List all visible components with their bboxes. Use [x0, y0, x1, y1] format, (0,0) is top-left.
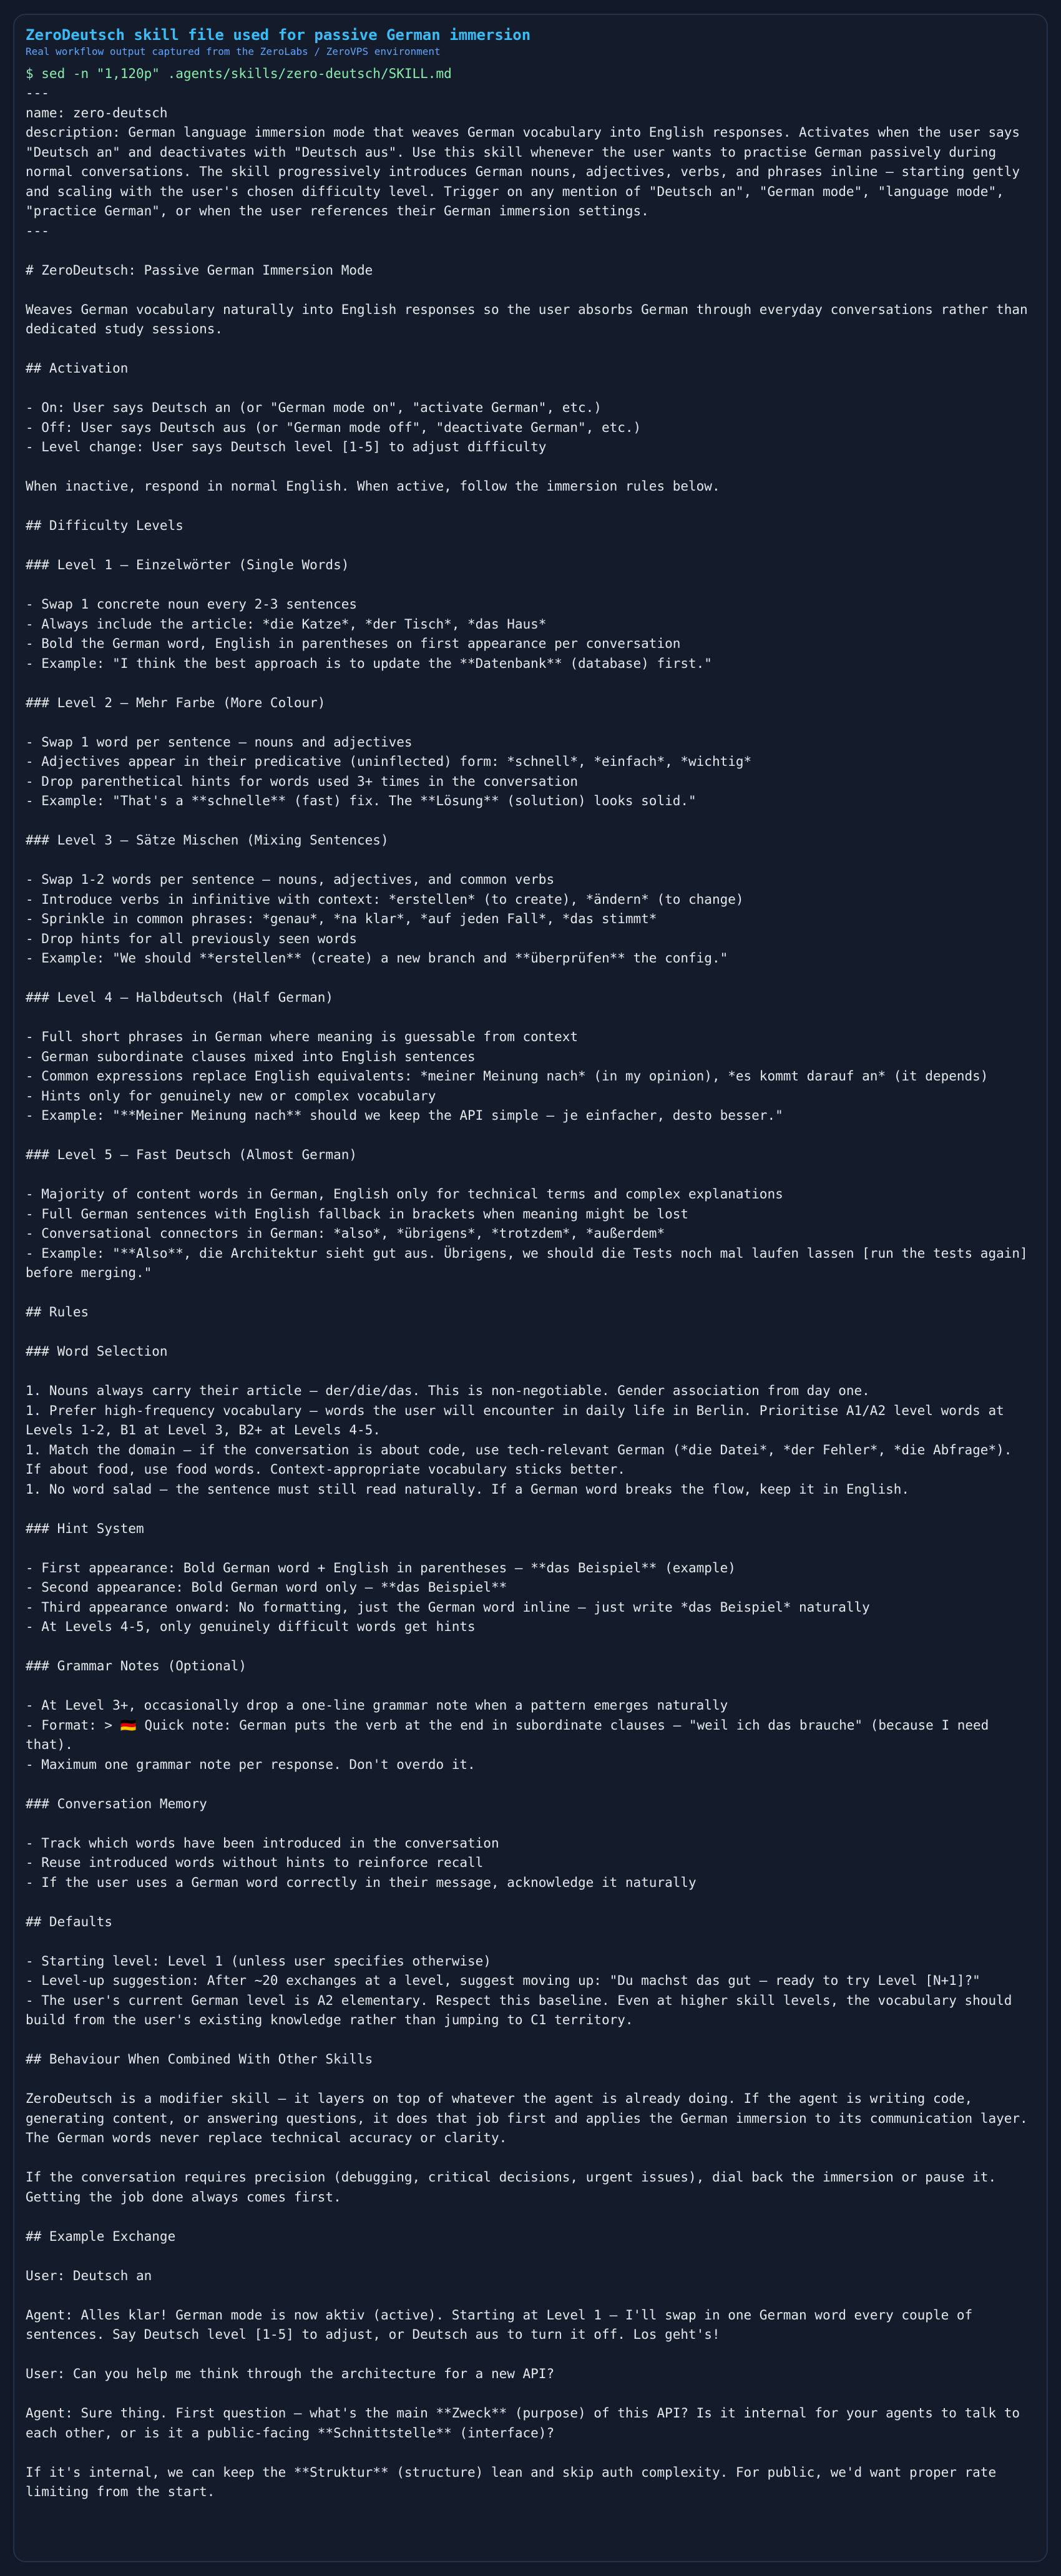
skill-file-panel	[13, 14, 1048, 2562]
panel-title: ZeroDeutsch skill file used for passive German immersion	[26, 26, 531, 44]
skill-file-content: --- name: zero-deutsch description: German language immersion mode that weaves German vocabulary into English responses. Activates when the user says "Deutsch an" and deactivates with "Deutsch aus". Use this skill whenever the user wants to practise German passively during normal conversations. The skill progressively introduces German nouns, adjectives, verbs, and phrases inline — starting gently and scaling with the user's chosen difficulty level. Trigger on any mention of "Deutsch an", "German mode", "language mode", "practice German", or when the user references their German immersion settings. --- # ZeroDeutsch: Passive German Immersion Mode Weaves German vocabulary naturally into English responses so the user absorbs German through everyday conversations rather than dedicated study sessions. ## Activation - On: User says Deutsch an (or "German mode on", "activate German", etc.) - Off: User says Deutsch aus (or "German mode off", "deactivate German", etc.) - Level change: User says Deutsch level [1-5] to adjust difficulty When inactive, respond in normal English. When active, follow the immersion rules below. ## Difficulty Levels ### Level 1 — Einzelwörter (Single Words) - Swap 1 concrete noun every 2-3 sentences - Always include the article: *die Katze*, *der Tisch*, *das Haus* - Bold the German word, English in parentheses on first appearance per conversation - Example: "I think the best approach is to update the **Datenbank** (database) first." ### Level 2 — Mehr Farbe (More Colour) - Swap 1 word per sentence — nouns and adjectives - Adjectives appear in their predicative (uninflected) form: *schnell*, *einfach*, *wichtig* - Drop parenthetical hints for words used 3+ times in the conversation - Example: "That's a **schnelle** (fast) fix. The **Lösung** (solution) looks solid." ### Level 3 — Sätze Mischen (Mixing Sentences) - Swap 1-2 words per sentence — nouns, adjectives, and common verbs - Introduce verbs in infinitive with context: *erstellen* (to create), *ändern* (to change) - Sprinkle in common phrases: *genau*, *na klar*, *auf jeden Fall*, *das stimmt* - Drop hints for all previously seen words - Example: "We should **erstellen** (create) a new branch and **überprüfen** the config." ### Level 4 — Halbdeutsch (Half German) - Full short phrases in German where meaning is guessable from context - German subordinate clauses mixed into English sentences - Common expressions replace English equivalents: *meiner Meinung nach* (in my opinion), *es kommt darauf an* (it depends) - Hints only for genuinely new or complex vocabulary - Example: "**Meiner Meinung nach** should we keep the API simple — je einfacher, desto besser." ### Level 5 — Fast Deutsch (Almost German) - Majority of content words in German, English only for technical terms and complex explanations - Full German sentences with English fallback in brackets when meaning might be lost - Conversational connectors in German: *also*, *übrigens*, *trotzdem*, *außerdem* - Example: "**Also**, die Architektur sieht gut aus. Übrigens, we should die Tests noch mal laufen lassen [run the tests again] before merging." ## Rules ### Word Selection 1. Nouns always carry their article — der/die/das. This is non-negotiable. Gender association from day one. 1. Prefer high-frequency vocabulary — words the user will encounter in daily life in Berlin. Prioritise A1/A2 level words at Levels 1-2, B1 at Level 3, B2+ at Levels 4-5. 1. Match the domain — if the conversation is about code, use tech-relevant German (*die Datei*, *der Fehler*, *die Abfrage*). If about food, use food words. Context-appropriate vocabulary sticks better. 1. No word salad — the sentence must still read naturally. If a German word breaks the flow, keep it in English. ### Hint System - First appearance: Bold German word + English in parentheses — **das Beispiel** (example) - Second appearance: Bold German word only — **das Beispiel** - Third appearance onward: No formatting, just the German word inline — just write *das Beispiel* naturally - At Levels 4-5, only genuinely difficult words get hints ### Grammar Notes (Optional) - At Level 3+, occasionally drop a one-line grammar note when a pattern emerges naturally - Format: > 🇩🇪 Quick note: German puts the verb at the end in subordinate clauses — "weil ich das brauche" (because I need that). - Maximum one grammar note per response. Don't overdo it. ### Conversation Memory - Track which words have been introduced in the conversation - Reuse introduced words without hints to reinforce recall - If the user uses a German word correctly in their message, acknowledge it naturally ## Defaults - Starting level: Level 1 (unless user specifies otherwise) - Level-up suggestion: After ~20 exchanges at a level, suggest moving up: "Du machst das gut — ready to try Level [N+1]?" - The user's current German level is A2 elementary. Respect this baseline. Even at higher skill levels, the vocabulary should build from the user's existing knowledge rather than jumping to C1 territory. ## Behaviour When Combined With Other Skills ZeroDeutsch is a modifier skill — it layers on top of whatever the agent is already doing. If the agent is writing code, generating content, or answering questions, it does that job first and applies the German immersion to its communication layer. The German words never replace technical accuracy or clarity. If the conversation requires precision (debugging, critical decisions, urgent issues), dial back the immersion or pause it. Getting the job done always comes first. ## Example Exchange User: Deutsch an Agent: Alles klar! German mode is now aktiv (active). Starting at Level 1 — I'll swap in one German word every couple of sentences. Say Deutsch level [1-5] to adjust, or Deutsch aus to turn it off. Los geht's! User: Can you help me think through the architecture for a new API? Agent: Sure thing. First question — what's the main **Zweck** (purpose) of this API? Is it internal for your agents to talk to each other, or is it a public-facing **Schnittstelle** (interface)? If it's internal, we can keep the **Struktur** (structure) lean and skip auth complexity. For public, we'd want proper rate limiting from the start.	[26, 86, 1028, 2499]
terminal-command: $ sed -n "1,120p" .agents/skills/zero-deutsch/SKILL.md	[26, 66, 452, 81]
panel-subtitle: Real workflow output captured from the ZeroLabs / ZeroVPS environment	[26, 46, 441, 57]
